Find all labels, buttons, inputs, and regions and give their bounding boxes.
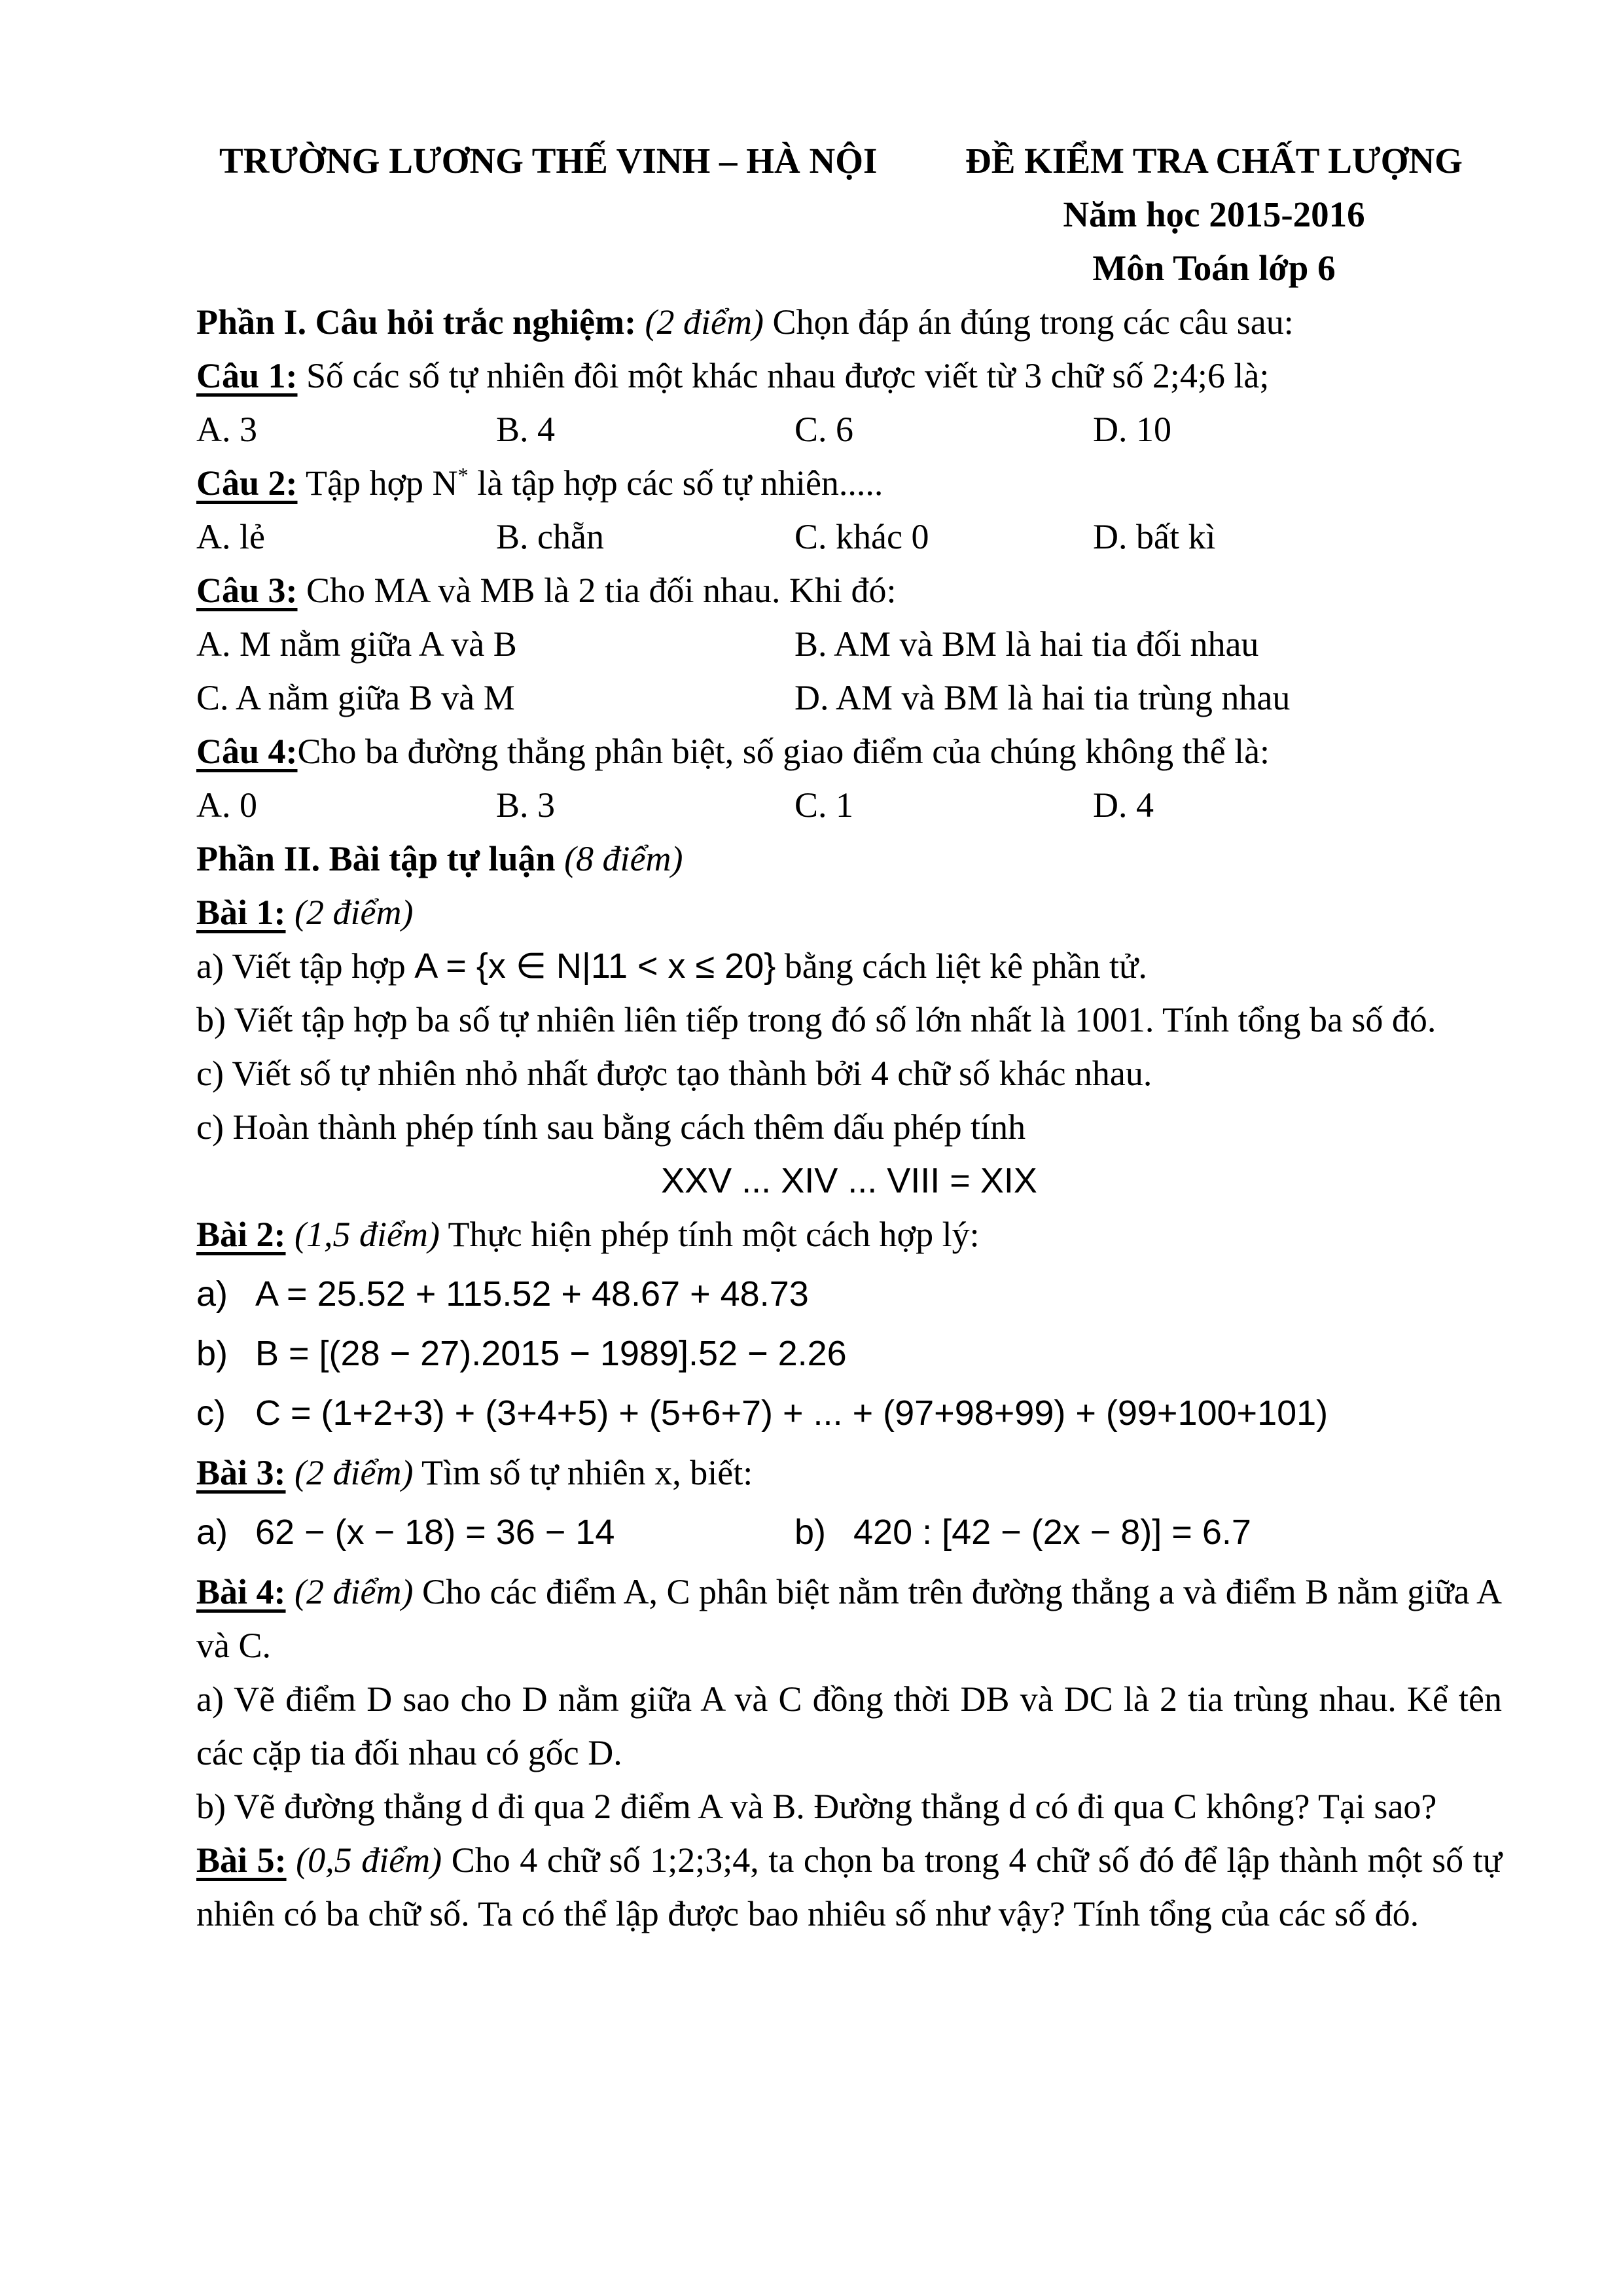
expression-a: A = 25.52 + 115.52 + 48.67 + 48.73: [255, 1274, 809, 1314]
problem-3-equations-row: [196, 1505, 1502, 1559]
option-d: D. bất kì: [1093, 517, 1216, 556]
header-right: [952, 134, 1476, 295]
problem-1b: b) Viết tập hợp ba số tự nhiên liên tiếp trong đó số lớn nhất là 1001. Tính tổng ba số đó.: [196, 1000, 1436, 1039]
problem-5-text: Cho 4 chữ số 1;2;3;4, ta chọn ba trong 4 chữ số đó để lập thành một số tự nhiên có ba chữ số. Ta có thể lập được bao nhiêu số như vậy? Tính tổng của các số đó.: [196, 1840, 1503, 1933]
item-label: a): [196, 1274, 228, 1314]
problem-4-label: Bài 4:: [196, 1572, 286, 1611]
header: [196, 134, 1502, 295]
question-4-options: [196, 778, 1502, 832]
option-b: B. AM và BM là hai tia đối nhau: [794, 624, 1259, 664]
option-d: D. 4: [1093, 785, 1154, 825]
problem-2-points: (1,5 điểm): [294, 1215, 440, 1254]
equation-b: 420 : [42 − (2x − 8)] = 6.7: [853, 1513, 1251, 1552]
problem-3-label: Bài 3:: [196, 1453, 286, 1492]
problem-5-points: (0,5 điểm): [296, 1840, 442, 1880]
option-d: D. AM và BM là hai tia trùng nhau: [794, 678, 1291, 717]
item-label: c): [196, 1393, 226, 1433]
option-c: C. A nằm giữa B và M: [196, 678, 515, 717]
question-2-text-before: Tập hợp N: [297, 463, 458, 503]
problem-4b: b) Vẽ đường thẳng d đi qua 2 điểm A và B. Đường thẳng d có đi qua C không? Tại sao?: [196, 1787, 1437, 1826]
problem-3b-equation: [794, 1505, 1502, 1559]
option-c: C. 6: [794, 410, 854, 449]
question-4-label: Câu 4:: [196, 732, 298, 771]
question-1-text: Số các số tự nhiên đôi một khác nhau được viết từ 3 chữ số 2;4;6 là;: [297, 356, 1270, 395]
problem-5: [196, 1833, 1502, 1941]
problem-4a: a) Vẽ điểm D sao cho D nằm giữa A và C đồng thời DB và DC là 2 tia trùng nhau. Kể tên các cặp tia đối nhau có gốc D.: [196, 1679, 1502, 1772]
question-3-text: Cho MA và MB là 2 tia đối nhau. Khi đó:: [297, 571, 897, 610]
problem-3-heading: [196, 1446, 1502, 1499]
problem-1c2: c) Hoàn thành phép tính sau bằng cách thêm dấu phép tính: [196, 1107, 1026, 1147]
roman-numeral-equation: XXV ... XIV ... VIII = XIX: [661, 1161, 1037, 1200]
option-b: B. 3: [496, 785, 556, 825]
school-name: TRƯỜNG LƯƠNG THẾ VINH – HÀ NỘI: [219, 141, 878, 181]
option-b: B. chẵn: [496, 517, 604, 556]
problem-2a-equation: [196, 1267, 1502, 1321]
exam-title: ĐỀ KIỂM TRA CHẤT LƯỢNG: [965, 141, 1463, 181]
part1-points: (2 điểm): [645, 302, 764, 342]
question-1-options: [196, 403, 1502, 456]
problem-5-label: Bài 5:: [196, 1840, 287, 1880]
expression-c: C = (1+2+3) + (3+4+5) + (5+6+7) + ... + (97+98+99) + (99+100+101): [255, 1393, 1329, 1433]
option-b: B. 4: [496, 410, 556, 449]
question-3-label: Câu 3:: [196, 571, 298, 610]
school-year: Năm học 2015-2016: [1063, 194, 1365, 234]
option-c: C. khác 0: [794, 517, 929, 556]
problem-2b-equation: [196, 1327, 1502, 1380]
part1-heading: [196, 295, 1502, 349]
problem-1a-set-expression: A = {x ∈ N|11 < x ≤ 20}: [414, 946, 776, 986]
equation-a: 62 − (x − 18) = 36 − 14: [255, 1513, 615, 1552]
question-4: [196, 725, 1502, 778]
item-label: a): [196, 1513, 228, 1552]
problem-3-points: (2 điểm): [294, 1453, 414, 1492]
question-4-text: Cho ba đường thẳng phân biệt, số giao điểm của chúng không thể là:: [297, 732, 1270, 771]
problem-2-label: Bài 2:: [196, 1215, 286, 1254]
part2-heading-bold: Phần II. Bài tập tự luận: [196, 839, 556, 878]
problem-3a-equation: [196, 1505, 794, 1559]
option-a: A. 0: [196, 785, 257, 825]
problem-2-text: Thực hiện phép tính một cách hợp lý:: [439, 1215, 980, 1254]
problem-2-heading: [196, 1208, 1502, 1261]
problem-4-text: Cho các điểm A, C phân biệt nằm trên đường thẳng a và điểm B nằm giữa A và C.: [196, 1572, 1502, 1665]
option-d: D. 10: [1093, 410, 1171, 449]
part2-points: (8 điểm): [564, 839, 683, 878]
problem-1-heading: [196, 886, 1502, 939]
superscript-star: *: [457, 464, 469, 488]
problem-1-label: Bài 1:: [196, 893, 286, 932]
expression-b: B = [(28 − 27).2015 − 1989].52 − 2.26: [255, 1334, 847, 1373]
question-3-options-row-1: [196, 617, 1502, 671]
part1-heading-rest: Chọn đáp án đúng trong các câu sau:: [772, 302, 1294, 342]
problem-1-points: (2 điểm): [294, 893, 414, 932]
question-3: [196, 564, 1502, 617]
problem-4-points: (2 điểm): [294, 1572, 414, 1611]
exam-subject: Môn Toán lớp 6: [1092, 248, 1336, 288]
problem-1a: [196, 939, 1502, 993]
item-label: b): [196, 1334, 228, 1373]
problem-2c-equation: [196, 1386, 1502, 1440]
problem-3-text: Tìm số tự nhiên x, biết:: [413, 1453, 753, 1492]
part1-heading-bold: Phần I. Câu hỏi trắc nghiệm:: [196, 302, 637, 342]
problem-4-heading: [196, 1565, 1502, 1672]
question-2-options: [196, 510, 1502, 564]
option-a: A. lẻ: [196, 517, 265, 556]
problem-1a-text-after: bằng cách liệt kê phần tử.: [776, 946, 1147, 986]
question-2-text-after: là tập hợp các số tự nhiên.....: [468, 463, 883, 503]
option-c: C. 1: [794, 785, 854, 825]
question-3-options-row-2: [196, 671, 1502, 725]
problem-1c: c) Viết số tự nhiên nhỏ nhất được tạo thành bởi 4 chữ số khác nhau.: [196, 1054, 1152, 1093]
question-1-label: Câu 1:: [196, 356, 298, 395]
option-a: A. M nằm giữa A và B: [196, 624, 517, 664]
problem-1a-text-before: a) Viết tập hợp: [196, 946, 415, 986]
option-a: A. 3: [196, 410, 257, 449]
question-2: [196, 456, 1502, 510]
part2-heading: [196, 832, 1502, 886]
item-label: b): [794, 1513, 827, 1552]
question-2-label: Câu 2:: [196, 463, 298, 503]
question-1: [196, 349, 1502, 403]
